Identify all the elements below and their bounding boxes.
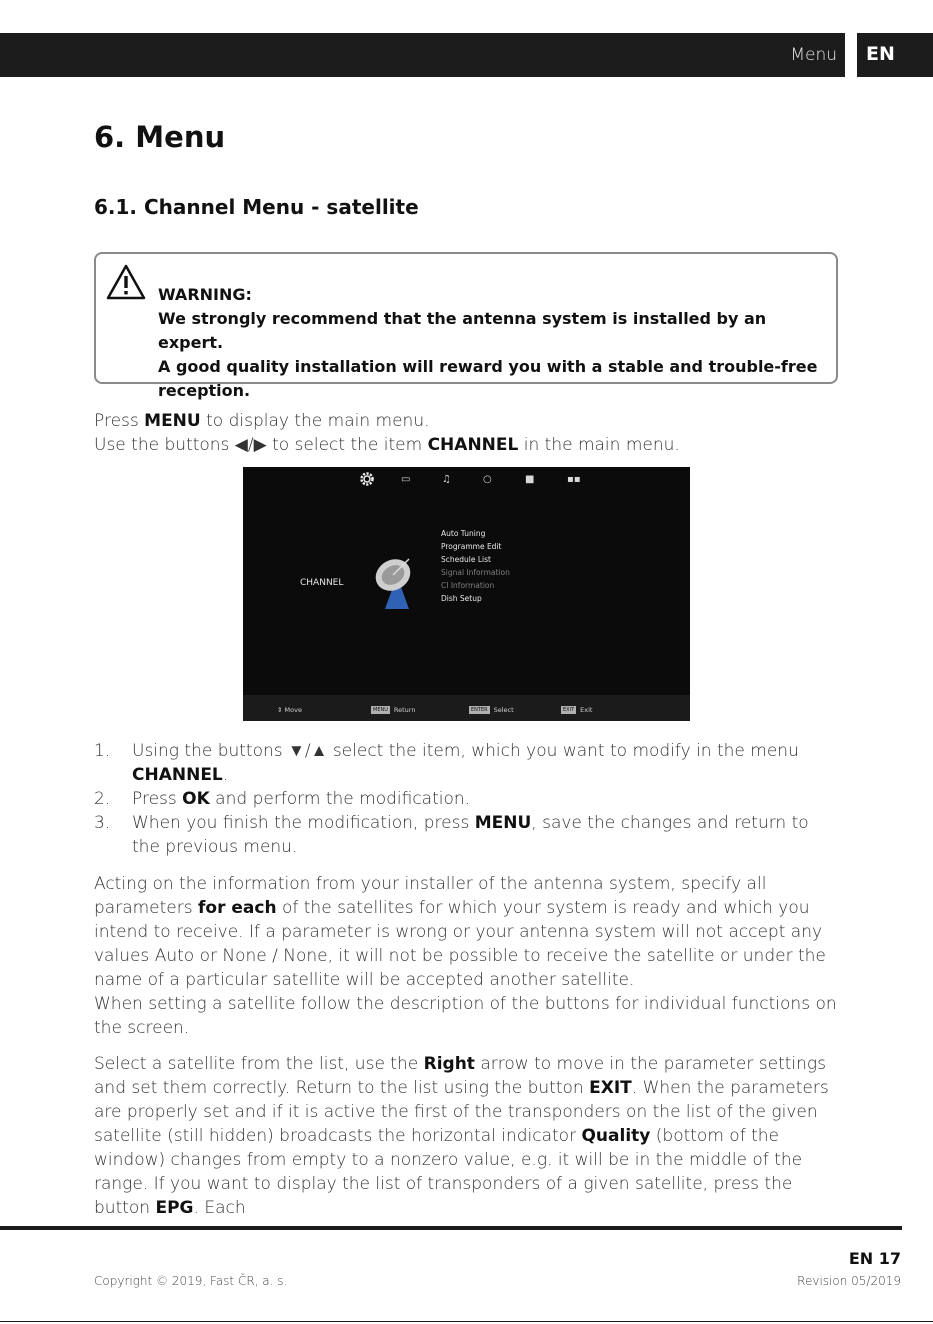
warning-heading: WARNING:	[158, 285, 252, 304]
tv-hint-select: ENTER Select	[471, 706, 514, 714]
warning-line: We strongly recommend that the antenna system is installed by an expert.	[158, 309, 767, 352]
header-section-label: Menu	[790, 45, 837, 65]
satellite-dish-icon	[371, 553, 419, 611]
tv-channel-label: CHANNEL	[300, 578, 344, 588]
revision-text: Revision 05/2019	[797, 1274, 901, 1288]
warning-text	[158, 283, 836, 403]
tv-menu-item[interactable]: Dish Setup	[441, 594, 482, 603]
header-bar	[0, 33, 845, 77]
warning-box	[94, 252, 838, 400]
tv-footer-hints	[243, 695, 690, 721]
tv-hint-return: MENU Return	[373, 706, 416, 714]
tv-menu-item[interactable]: Signal Information	[441, 568, 510, 577]
footer-divider	[0, 1226, 902, 1230]
exit-key-icon: EXIT	[563, 707, 575, 713]
page-bottom-line	[0, 1321, 933, 1322]
tv-menu-item[interactable]: Auto Tuning	[441, 529, 486, 538]
tv-menu-item[interactable]: CI Information	[441, 581, 495, 590]
intro-paragraph: Press MENU to display the main menu. Use the buttons ◀/▶ to select the item CHANNEL in the main menu.	[94, 411, 680, 455]
tv-menu-list	[441, 527, 510, 605]
warning-line: A good quality installation will reward you with a stable and trouble-free	[158, 357, 818, 376]
menu-key-icon: MENU	[373, 707, 388, 713]
tv-menu-item[interactable]: Schedule List	[441, 555, 491, 564]
list-item: 2. Press OK and perform the modification.	[94, 789, 471, 809]
warning-line: reception.	[158, 381, 251, 400]
monitor-icon: ▭	[401, 474, 411, 485]
language-badge: EN	[857, 33, 933, 77]
clock-icon: ○	[483, 474, 492, 485]
satellite-selection-paragraph: Select a satellite from the list, use the Right arrow to move in the parameter settings and set them correctly. Return to the list using the button EXIT. When the parameters are properly set and if it is active the first of the transponders on the list of the given satellite (still hidden) broadcasts the horizontal indicator Quality (bottom of the window) changes from empty to a nonzero value, e.g. it will be in the middle of the range. If you want to display the list of transponders of a given satellite, press the button EPG. Each	[94, 1054, 829, 1218]
copyright-text: Copyright © 2019, Fast ČR, a. s.	[94, 1274, 288, 1288]
tv-hint-exit: EXIT Exit	[563, 706, 593, 714]
apps-icon: ▪▪	[567, 474, 581, 485]
tv-hint-move: ⇕ Move	[277, 706, 302, 714]
section-subtitle: 6.1. Channel Menu - satellite	[94, 195, 419, 219]
steps-list	[94, 739, 834, 859]
move-arrows-icon: ⇕	[277, 706, 285, 714]
music-icon: ♫	[442, 474, 451, 485]
warning-icon	[106, 264, 146, 300]
gear-icon	[359, 471, 375, 487]
page-title: 6. Menu	[94, 120, 226, 154]
enter-key-icon: ENTER	[471, 707, 488, 713]
tv-menu-screenshot	[243, 467, 690, 721]
tv-menu-item[interactable]: Programme Edit	[441, 542, 502, 551]
page-number: EN 17	[848, 1249, 901, 1268]
satellite-parameters-paragraph: Acting on the information from your installer of the antenna system, specify all parameters for each of the satellites for which your system is ready and which you intend to receive. If a parameter is wrong or your antenna system will not accept any values Auto or None / None, it will not be possible to receive the satellite or under the name of a particular satellite will be accepted another satellite. When setting a satellite follow the description of the buttons for individual functions on the screen.	[94, 874, 837, 1038]
list-item: 3. When you finish the modification, press MENU, save the changes and return to the previous menu.	[94, 813, 809, 857]
tv-menu-icon-bar	[243, 474, 690, 490]
lock-icon: ■	[525, 474, 535, 485]
list-item: 1. Using the buttons ▼/▲ select the item, which you want to modify in the menu CHANNEL.	[94, 741, 799, 785]
